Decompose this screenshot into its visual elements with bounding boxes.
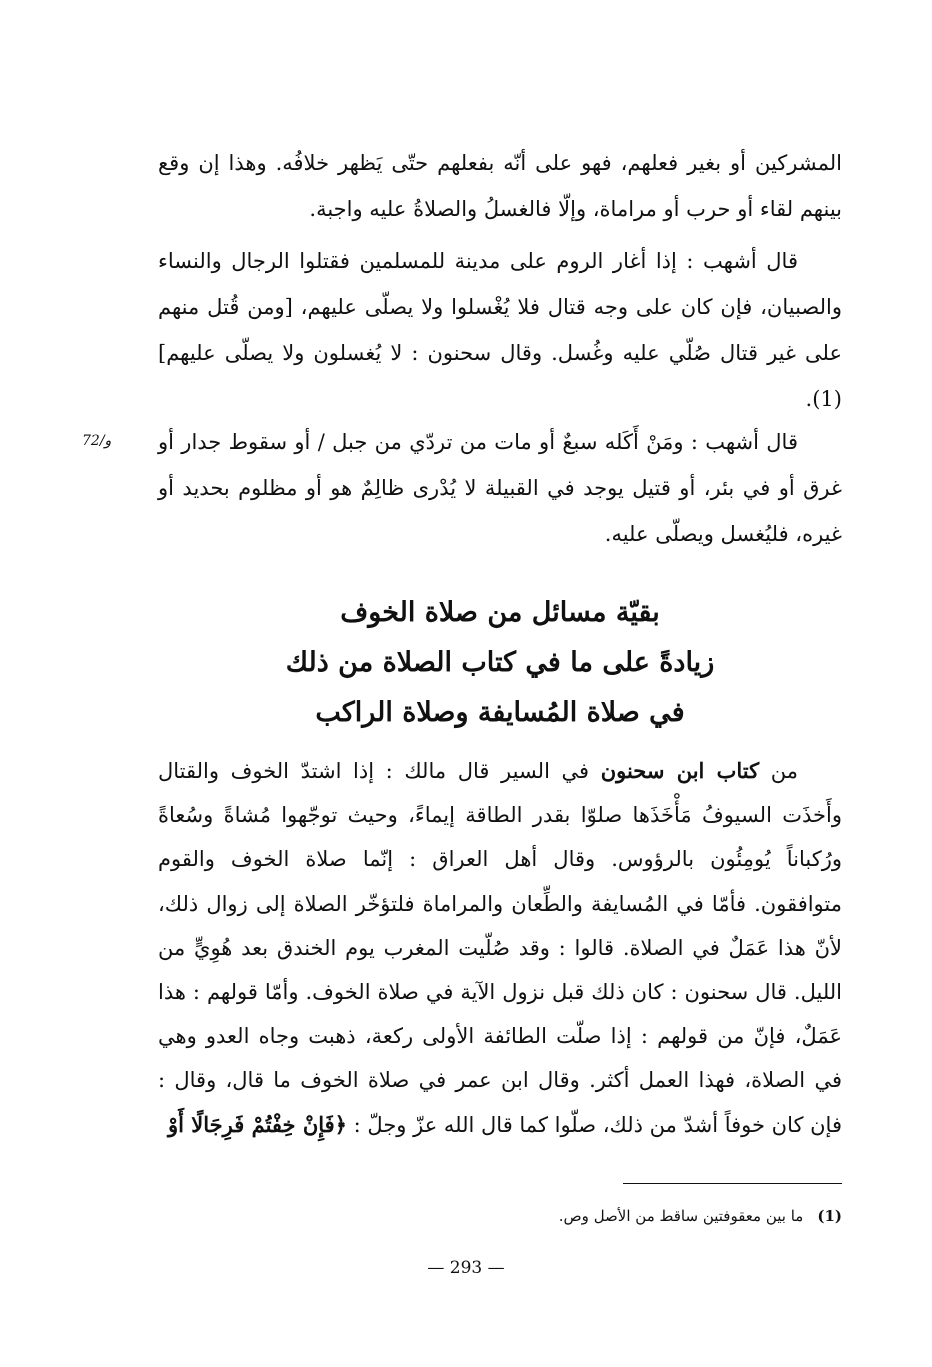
- book-title-bold: كتاب ابن سحنون: [600, 758, 760, 783]
- paragraph-ashhab-beast: [158, 419, 842, 557]
- paragraph-text: [158, 749, 842, 1147]
- section-heading: [158, 588, 842, 738]
- paragraph-body: في السير قال مالك : إذا اشتدّ الخوف والقتال وأَخذَت السيوفُ مَأْخَذَها صلوّا بقدر الطاقة إيماءً، وحيث توجّهوا مُشاةً وسُعاةً ورُكباناً يُومِئُون بالرؤوس. وقال أهل العراق : إنّما صلاة الخوف والقوم متوافقون. فأمّا في المُسايفة والطِّعان والمراماة فلتؤخّر الصلاة إلى زوال ذلك، لأنّ هذا عَمَلٌ في الصلاة. قالوا : وقد صُلّيت المغرب يوم الخندق بعد هُوِيٍّ من الليل. قال سحنون : كان ذلك قبل نزول الآية في صلاة الخوف. وأمّا قولهم : هذا عَمَلٌ، فإنّ من قولهم : إذا صلّت الطائفة الأولى ركعة، ذهبت وجاه العدو وهي في الصلاة، فهذا العمل أكثر. وقال ابن عمر في صلاة الخوف ما قال، وقال : فإن كان خوفاً أشدّ من ذلك، صلّوا كما قال الله عزّ وجلّ :: [158, 759, 842, 1137]
- heading-line-1: بقيّة مسائل من صلاة الخوف: [340, 597, 660, 628]
- paragraph-text: المشركين أو بغير فعلهم، فهو على أنّه بفعلهم حتّى يَظهر خلافُه. وهذا إن وقع بينهم لقاء أو حرب أو مراماة، وإلّا فالغسلُ والصلاةُ عليه واجبة.: [158, 151, 842, 221]
- footnote-number: (1): [817, 1207, 842, 1225]
- footnote-text: ما بين معقوفتين ساقط من الأصل وص.: [558, 1207, 804, 1225]
- heading-line-3: في صلاة المُسايفة وصلاة الراكب: [315, 697, 685, 728]
- paragraph-text: قال أشهب : ومَنْ أَكَله سبعٌ أو مات من تردّي من جبل / أو سقوط جدار أو غرق أو في بئر، أو قتيل يوجد في القبيلة لا يُدْرى ظالِمٌ هو أو مظلوم بحديد أو غيره، فليُغسل ويصلّى عليه.: [158, 430, 842, 546]
- page-number: — 293 —: [427, 1258, 505, 1278]
- paragraph-continuation: [158, 140, 842, 232]
- paragraph-lead: من: [759, 759, 798, 783]
- footnote-divider: [623, 1183, 842, 1184]
- paragraph-ashhab-raid: [158, 238, 842, 422]
- paragraph-text: قال أشهب : إذا أغار الروم على مدينة للمسلمين فقتلوا الرجال والنساء والصبيان، فإن كان على وجه قتال فلا يُغْسلوا ولا يصلّى عليهم، [ومن قُتل منهم على غير قتال صُلّي عليه وغُسل. وقال سحنون : لا يُغسلون ولا يصلّى عليهم](1).: [158, 249, 842, 411]
- footnote: [158, 1202, 842, 1230]
- paragraph-ibn-sahnun: [158, 749, 842, 1147]
- quran-quote: ﴿فَإِنْ خِفْتُمْ فَرِجَالًا أَوْ: [168, 1111, 347, 1137]
- marginal-folio-reference: 72/و: [82, 433, 112, 449]
- heading-line-2: زيادةً على ما في كتاب الصلاة من ذلك: [285, 647, 715, 678]
